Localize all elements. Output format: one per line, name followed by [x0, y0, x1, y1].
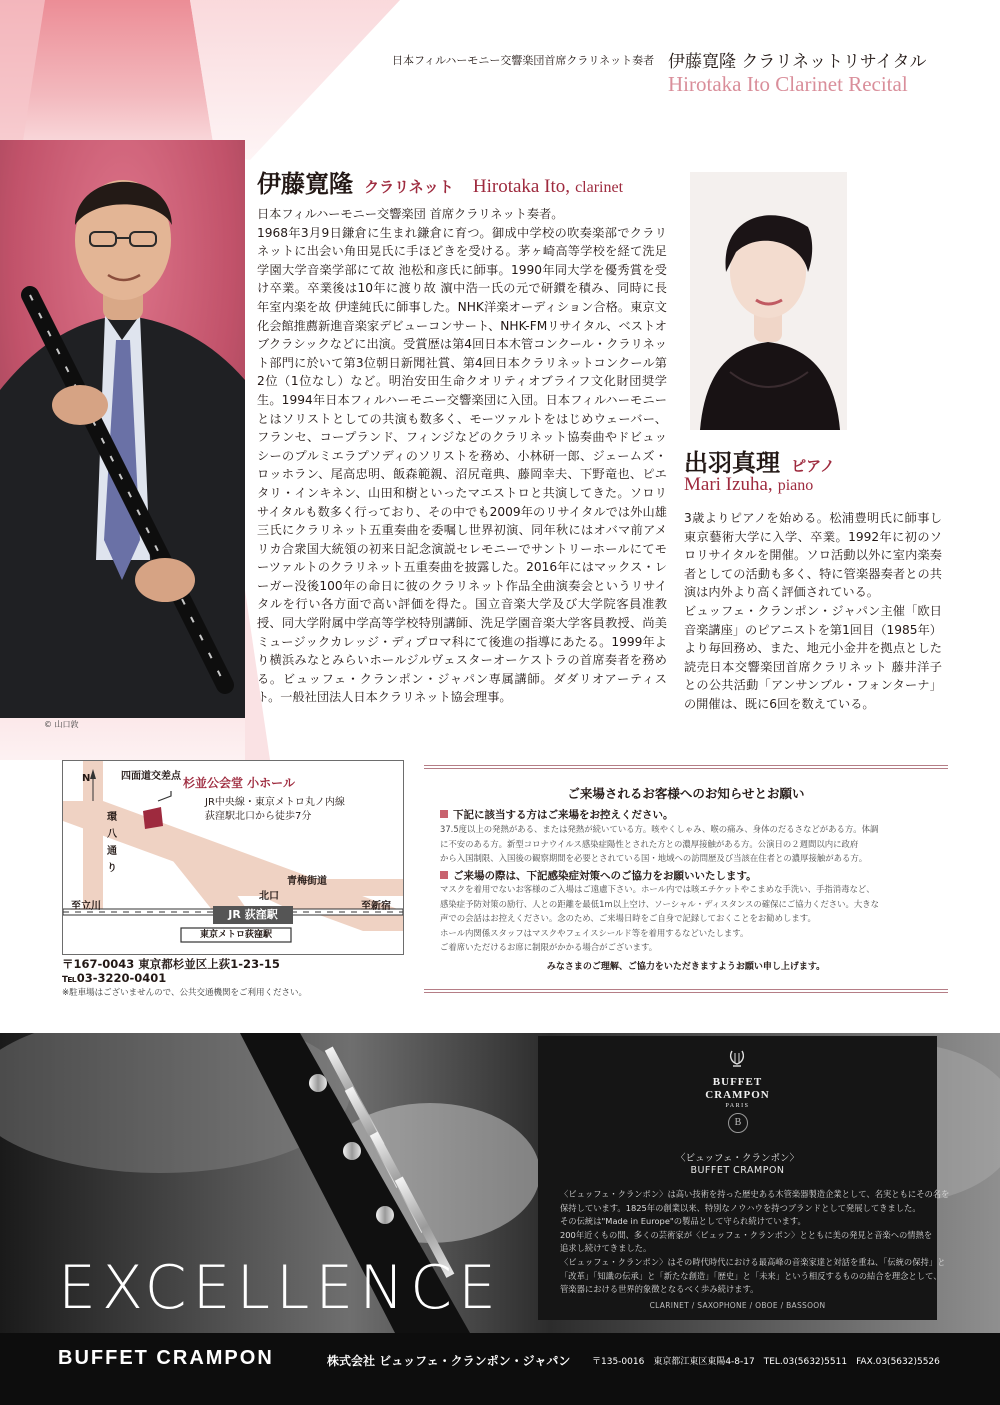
bc-logo-line1: BUFFET: [712, 1076, 763, 1088]
map-access-line1: JR中央線・東京メトロ丸ノ内線: [205, 797, 345, 808]
ito-instrument-jp: クラリネット: [364, 178, 454, 196]
ito-bio-paragraph: 日本フィルハーモニー交響楽団 首席クラリネット奏者。: [257, 207, 564, 221]
ito-instrument-en: clarinet: [575, 179, 624, 196]
notice-heading-1: [440, 807, 674, 822]
footer-bar: [0, 1333, 1000, 1405]
parking-note: ※駐車場はございませんので、公共交通機関をご利用ください。: [62, 988, 307, 998]
ito-bio-paragraph: 1968年3月9日鎌倉に生まれ鎌倉に育つ。御成中学校の吹奏楽部でクラリネットに出会い角田晃氏に手ほどきを受ける。茅ヶ崎高等学校を経て洗足学園大学音楽学部にて故 池松和彦氏に師事。1990年同大学を優秀賞を受け卒業。卒業後は10年に渡り故 濵中浩一氏の元で研鑚を積み、同時に長年室内楽を故 伊達純氏に師事した。NHK洋楽オーディション合格。東京文化会館推薦新進音楽家デビューコンサート、NHK-FMリサイタル、ベストオブクラシックなどに出演。受賞歴は第4回日本木管コンクール・クラリネット部門に於いて第3位朝日新聞社賞、第4回日本クラリネットコンクール第2位（1位なし）など。明治安田生命クオリティオブライフ文化財団奨学生。1994年日本フィルハーモニー交響楽団に入団。日本フィルハーモニーとはソリストとしての共演も数多く、モーツァルトをはじめウェーバー、フランセ、コープランド、フィンジなどのクラリネット協奏曲やドビュッシーのプルミエラプソディのソリストを務め、小林研一郎、ジェームズ・ロッホラン、尾高忠明、飯森範親、沼尻竜典、藤岡幸夫、下野竜也、ピエタリ・インキネン、山田和樹といったマエストロと共演してきた。ソロリサイタルも数多く行っており、その中でも2009年のリサイタルでは外山雄三氏にクラリネット五重奏曲を委嘱し世界初演、同年秋にはオバマ前アメリカ合衆国大統領の初来日記念演説セレモニーでサントリーホールにてモーツァルトのクラリネット五重奏曲を披露した。2016年にはマックス・レーガー没後100年の命日に彼のクラリネット作品全曲演奏会というリサイタルを行い各方面で高い評価を得た。国立音楽大学及び大学院客員准教授、同大学附属中学高等学校特別講師、洗足学園音楽大学客員教授、尚美ミュージックカレッジ・ディプロマ科にて後進の指導にあたる。1999年より横浜みなとみらいホールジルヴェスターオーケストラの首席奏者を務める。ビュッフェ・クランポン・ジャパン専属講師。ダダリオアーティスト。一般社団法人日本クラリネット協会理事。: [257, 225, 667, 705]
map-station-metro: 東京メトロ荻窪駅: [199, 930, 272, 940]
buffet-crampon-box: [538, 1036, 950, 1320]
footer-company: 株式会社 ビュッフェ・クランポン・ジャパン: [327, 1354, 571, 1368]
bc-instruments: CLARINET / SAXOPHONE / OBOE / BASSOON: [649, 1301, 826, 1310]
notice-line: ホール内関係スタッフはマスクやフェイスシールド等を着用するなどいたします。: [440, 927, 749, 938]
izuha-name-jp: 出羽真理: [684, 449, 780, 477]
lyre-logo-icon: [727, 1048, 747, 1068]
map-to-tachikawa: 至立川: [71, 901, 101, 912]
page-title-en: Hirotaka Ito Clarinet Recital: [668, 72, 908, 96]
map-access-line2: 荻窪駅北口から徒歩7分: [205, 811, 312, 822]
footer-brand: BUFFET CRAMPON: [58, 1347, 274, 1369]
izuha-bio-paragraph: ビュッフェ・クランポン・ジャパン主催「欧日音楽講座」のピアニストを第1回目（1985年）より毎回務め、また、地元小金井を拠点とした読売日本交響楽団首席クラリネット 藤井洋子との公共活動「アンサンブル・フォンターナ」の開催は、既に6回を数えている。: [684, 603, 942, 711]
ito-biography: [257, 205, 667, 707]
ito-name-jp: 伊藤寛隆: [257, 170, 353, 198]
header-subtitle: 日本フィルハーモニー交響楽団首席クラリネット奏者: [392, 54, 655, 67]
map-exit-label: 北口: [259, 891, 279, 902]
bc-body-line: 保持しています。1825年の創業以来、特別なノウハウを持つブランドとして発展してきました。: [560, 1202, 921, 1213]
notice-line: 感染症予防対策の励行、人との距離を最低1m以上空け、ソーシャル・ディスタンスの確保にご協力ください。大きな: [440, 898, 880, 909]
izuha-name-en-block: [684, 474, 813, 496]
notice-heading-1-text: 下記に該当する方はご来場をお控えください。: [453, 809, 674, 821]
excellence-heading: EXCELLENCE: [58, 1253, 502, 1323]
bc-body-line: 「改革」「知識の伝承」と「新たな創造」「歴史」と「未来」という相反するものの結合を理念として、: [560, 1270, 942, 1281]
bc-brand-en: BUFFET CRAMPON: [690, 1165, 785, 1176]
map-north-label: N: [82, 773, 91, 784]
bc-monogram-icon: B: [728, 1113, 748, 1133]
notice-heading-2-text: ご来場の際は、下記感染症対策へのご協力をお願いいたします。: [453, 870, 757, 882]
bc-body-line: 追求し続けてきました。: [560, 1243, 652, 1254]
bc-logo-paris: PARIS: [725, 1103, 750, 1109]
notice-text-2: [440, 882, 879, 955]
venue-address: 〒167-0043 東京都杉並区上荻1-23-15: [62, 957, 280, 971]
izuha-bio-paragraph: 3歳よりピアノを始める。松浦豊明氏に師事し東京藝術大学に入学、卒業。1992年に初のソロリサイタルを開催。ソロ活動以外に室内楽奏者としての活動も多く、特に管楽器奏者との共演は内外より高く評価されている。: [684, 511, 942, 600]
ito-name-en: Hirotaka Ito,: [472, 176, 570, 197]
covid-notice: [424, 765, 948, 993]
bc-description: [560, 1188, 950, 1297]
venue-tel: ℡03-3220-0401: [62, 971, 167, 985]
map-to-shinjuku: 至新宿: [361, 901, 391, 912]
map-label-intersection: 四面道交差点: [121, 771, 181, 782]
photo-credit: © 山口敦: [44, 720, 79, 729]
notice-line: マスクを着用でないお客様のご入場はご遠慮下さい。ホール内では咳エチケットやこまめな手洗い、手指消毒など、: [440, 884, 875, 894]
square-bullet-icon: [440, 810, 448, 818]
notice-line: 37.5度以上の発熱がある、または発熱が続いている方。咳やくしゃみ、喉の痛み、身体のだるさなどがある方。体調: [440, 824, 879, 834]
notice-line: に不安のある方。新型コロナウイルス感染症陽性とされた方との濃厚接触がある方。公演日の２週間以内に政府: [440, 838, 859, 849]
ito-portrait-photo: [0, 140, 245, 718]
notice-line: から入国制限、入国後の観察期間を必要とされている国・地域への訪問歴及び当該在住者との濃厚接触がある方。: [440, 853, 868, 863]
notice-line: 声での会話はお控えください。念のため、ご来場日時をご自身で記録しておくことをお勧めします。: [440, 913, 816, 923]
notice-title: ご来場されるお客様へのお知らせとお願い: [567, 786, 805, 801]
bc-body-line: その伝統は"Made in Europe"の製品として守られ続けています。: [560, 1216, 806, 1227]
bc-body-line: 200年近くもの間、多くの芸術家が〈ビュッフェ・クランポン〉とともに美の発見と音楽への情熱を: [560, 1229, 933, 1240]
footer-address: 〒135-0016 東京都江東区東陽4-8-17 TEL.03(5632)5511 FAX.03(5632)5526: [592, 1357, 940, 1367]
venue-map: [62, 760, 404, 955]
izuha-name-block: [684, 443, 835, 478]
izuha-name-en: Mari Izuha,: [684, 474, 773, 495]
notice-text-1: [440, 822, 878, 866]
map-station-jr: JR 荻窪駅: [228, 908, 278, 921]
page-title: 伊藤寛隆 クラリネットリサイタル: [668, 52, 927, 72]
notice-heading-2: [440, 868, 757, 883]
map-road-ome: 青梅街道: [287, 876, 327, 887]
izuha-portrait-photo: [690, 172, 847, 430]
bc-body-line: 〈ビュッフェ・クランポン〉は高い技術を持った歴史ある木管楽器製造企業として、名実ともにその名を: [560, 1189, 950, 1199]
ito-name-block: [257, 164, 623, 199]
bc-brand-jp: 〈ビュッフェ・クランポン〉: [675, 1153, 800, 1164]
bc-logo-line2: CRAMPON: [705, 1089, 770, 1101]
notice-line: ご着席いただけるお席に制限がかかる場合がございます。: [440, 942, 658, 952]
izuha-instrument-en: piano: [777, 477, 814, 494]
izuha-instrument-jp: ピアノ: [791, 457, 835, 475]
square-bullet-icon: [440, 871, 448, 879]
izuha-biography: [684, 509, 942, 714]
map-venue-name: 杉並公会堂 小ホール: [183, 776, 295, 790]
bc-body-line: 管楽器における世界的象徴となるべく歩み続けます。: [560, 1284, 759, 1295]
notice-footer: みなさまのご理解、ご協力をいただきますようお願い申し上げます。: [546, 962, 826, 972]
map-road-kanpachi: 環八通り: [107, 812, 117, 874]
bc-body-line: 〈ビュッフェ・クランポン〉はその時代時代における最高峰の音楽家達と対話を重ね、「伝統の保持」と: [560, 1256, 946, 1267]
